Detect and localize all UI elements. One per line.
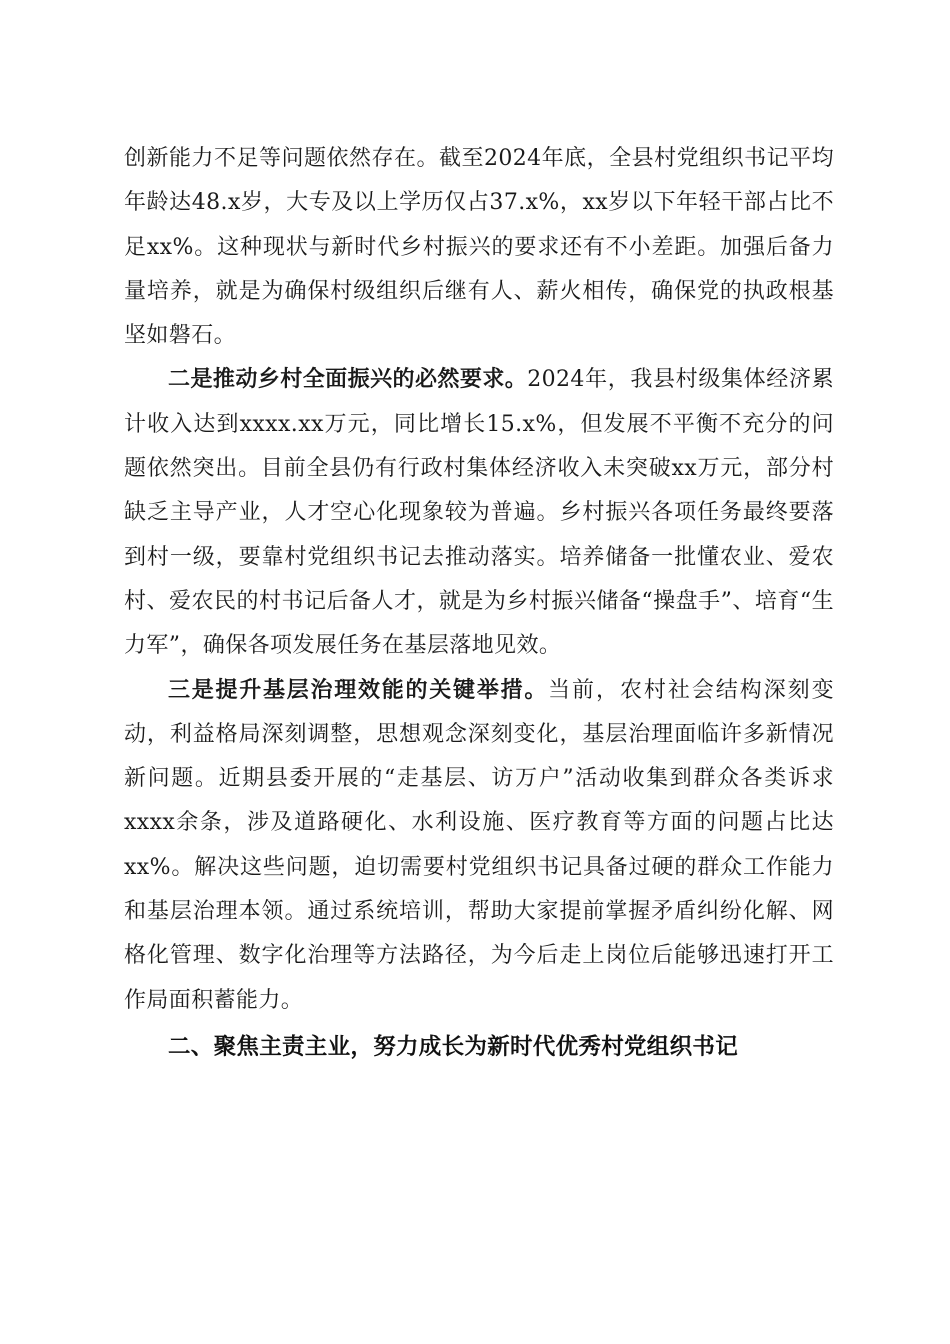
section-heading: 二、聚焦主责主业，努力成长为新时代优秀村党组织书记 bbox=[168, 1033, 739, 1060]
paragraph-lead-sentence: 二是推动乡村全面振兴的必然要求。 bbox=[168, 367, 528, 393]
paragraph-continuation bbox=[124, 137, 834, 358]
document-body bbox=[124, 137, 834, 1069]
paragraph-rural-revitalization bbox=[124, 358, 834, 668]
paragraph-text: 创新能力不足等问题依然存在。截至2024年底，全县村党组织书记平均年龄达48.x岁，大专及以上学历仅占37.x%，xx岁以下年轻干部占比不足xx%。这种现状与新时代乡村振兴的要求还有不小差距。加强后备力量培养，就是为确保村级组织后继有人、薪火相传，确保党的执政根基坚如磐石。 bbox=[124, 146, 834, 349]
paragraph-grassroots-governance bbox=[124, 669, 834, 1023]
paragraph-text: 2024年，我县村级集体经济累计收入达到xxxx.xx万元，同比增长15.x%，但发展不平衡不充分的问题依然突出。目前全县仍有行政村集体经济收入未突破xx万元，部分村缺乏主导产业，人才空心化现象较为普遍。乡村振兴各项任务最终要落到村一级，要靠村党组织书记去推动落实。培养储备一批懂农业、爱农村、爱农民的村书记后备人才，就是为乡村振兴储备“操盘手”、培育“生力军”，确保各项发展任务在基层落地见效。 bbox=[124, 367, 834, 659]
paragraph-lead-sentence: 三是提升基层治理效能的关键举措。 bbox=[168, 677, 549, 703]
paragraph-text: 当前，农村社会结构深刻变动，利益格局深刻调整，思想观念深刻变化，基层治理面临许多新情况新问题。近期县委开展的“走基层、访万户”活动收集到群众各类诉求xxxx余条，涉及道路硬化、水利设施、医疗教育等方面的问题占比达xx%。解决这些问题，迫切需要村党组织书记具备过硬的群众工作能力和基层治理本领。通过系统培训，帮助大家提前掌握矛盾纠纷化解、网格化管理、数字化治理等方法路径，为今后走上岗位后能够迅速打开工作局面积蓄能力。 bbox=[124, 677, 834, 1013]
